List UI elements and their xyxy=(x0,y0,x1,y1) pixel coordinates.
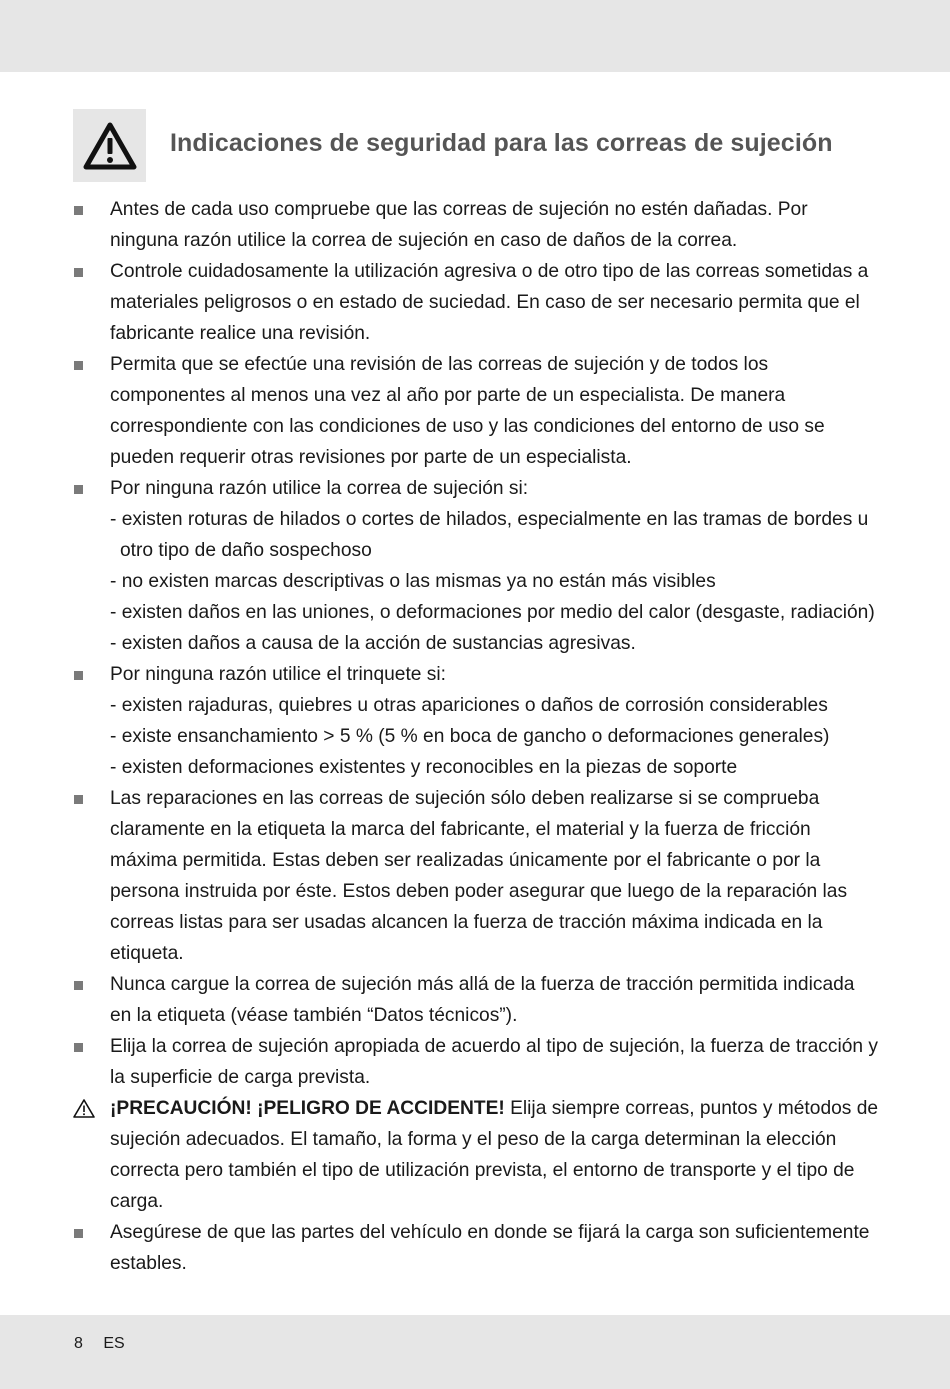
list-item xyxy=(73,473,881,659)
bottom-band xyxy=(0,1315,950,1389)
warning-box xyxy=(73,109,146,182)
sub-list-item: - existen rajaduras, quiebres u otras apariciones o daños de corrosión considerables xyxy=(110,695,828,716)
language-code: ES xyxy=(103,1335,125,1352)
sub-list-item: - no existen marcas descriptivas o las mismas ya no están más visibles xyxy=(110,571,716,592)
square-bullet-icon xyxy=(74,1043,83,1052)
warning-triangle-icon xyxy=(72,1098,96,1119)
section-header xyxy=(73,109,883,182)
list-item-text: Elija la correa de sujeción apropiada de acuerdo al tipo de sujeción, la fuerza de tracción y la superficie de carga prevista. xyxy=(110,1036,878,1088)
warning-item xyxy=(73,1093,881,1217)
list-item xyxy=(73,1217,881,1279)
warning-triangle-icon xyxy=(82,121,138,171)
footer xyxy=(74,1335,141,1353)
square-bullet-icon xyxy=(74,1229,83,1238)
list-item xyxy=(73,1031,881,1093)
square-bullet-icon xyxy=(74,795,83,804)
list-item-text: Permita que se efectúe una revisión de las correas de sujeción y de todos los componentes al menos una vez al año por parte de un especialista. De manera correspondiente con las condiciones de uso y las condiciones del entorno de uso se pueden requerir otras revisiones por parte de un especialista. xyxy=(110,354,825,468)
sub-list-item: - existen deformaciones existentes y reconocibles en la piezas de soporte xyxy=(110,757,738,778)
square-bullet-icon xyxy=(74,485,83,494)
sub-list-item: - existen daños en las uniones, o deformaciones por medio del calor (desgaste, radiación) xyxy=(110,602,875,623)
list-item-text: Por ninguna razón utilice la correa de sujeción si: xyxy=(110,478,529,499)
square-bullet-icon xyxy=(74,206,83,215)
list-item-text: Antes de cada uso compruebe que las correas de sujeción no estén dañadas. Por ninguna razón utilice la correa de sujeción en caso de daños de la correa. xyxy=(110,199,808,251)
warning-body: Elija siempre correas, puntos y métodos de sujeción adecuados. El tamaño, la forma y el peso de la carga determinan la elección correcta pero también el tipo de utilización prevista, el entorno de transporte y el tipo de carga. xyxy=(110,1098,879,1212)
page-title: Indicaciones de seguridad para las correas de sujeción xyxy=(170,129,833,157)
list-item-text: Las reparaciones en las correas de sujeción sólo deben realizarse si se comprueba claramente en la etiqueta la marca del fabricante, el material y la fuerza de fricción máxima permitida. Estas deben ser realizadas únicamente por el fabricante o por la persona instruida por éste. Estos deben poder asegurar que luego de la reparación las correas listas para ser usadas alcancen la fuerza de tracción máxima indicada en la etiqueta. xyxy=(110,788,848,964)
list-item-text: Controle cuidadosamente la utilización agresiva o de otro tipo de las correas sometidas a materiales peligrosos o en estado de suciedad. En caso de ser necesario permita que el fabricante realice una revisión. xyxy=(110,261,869,344)
list-item xyxy=(73,256,881,349)
list-item xyxy=(73,659,881,783)
sub-list-item: - existen daños a causa de la acción de sustancias agresivas. xyxy=(110,633,636,654)
list-item-text: Nunca cargue la correa de sujeción más allá de la fuerza de tracción permitida indicada en la etiqueta (véase también “Datos técnicos”). xyxy=(110,974,855,1026)
sub-list-item: - existe ensanchamiento > 5 % (5 % en boca de gancho o deformaciones generales) xyxy=(110,726,830,747)
list-item-text: Por ninguna razón utilice el trinquete si: xyxy=(110,664,446,685)
square-bullet-icon xyxy=(74,671,83,680)
warning-text xyxy=(110,1093,881,1217)
list-item-text: Asegúrese de que las partes del vehículo en donde se fijará la carga son suficientemente estables. xyxy=(110,1222,870,1274)
list-item xyxy=(73,194,881,256)
list-item xyxy=(73,783,881,969)
square-bullet-icon xyxy=(74,361,83,370)
square-bullet-icon xyxy=(74,981,83,990)
sub-list-item: - existen roturas de hilados o cortes de hilados, especialmente en las tramas de bordes u otro tipo de daño sospechoso xyxy=(110,509,869,561)
square-bullet-icon xyxy=(74,268,83,277)
page-number: 8 xyxy=(74,1335,83,1352)
top-band xyxy=(0,0,950,72)
safety-list xyxy=(73,194,881,1279)
list-item xyxy=(73,349,881,473)
list-item xyxy=(73,969,881,1031)
caution-label: ¡PRECAUCIÓN! ¡PELIGRO DE ACCIDENTE! xyxy=(110,1098,505,1119)
